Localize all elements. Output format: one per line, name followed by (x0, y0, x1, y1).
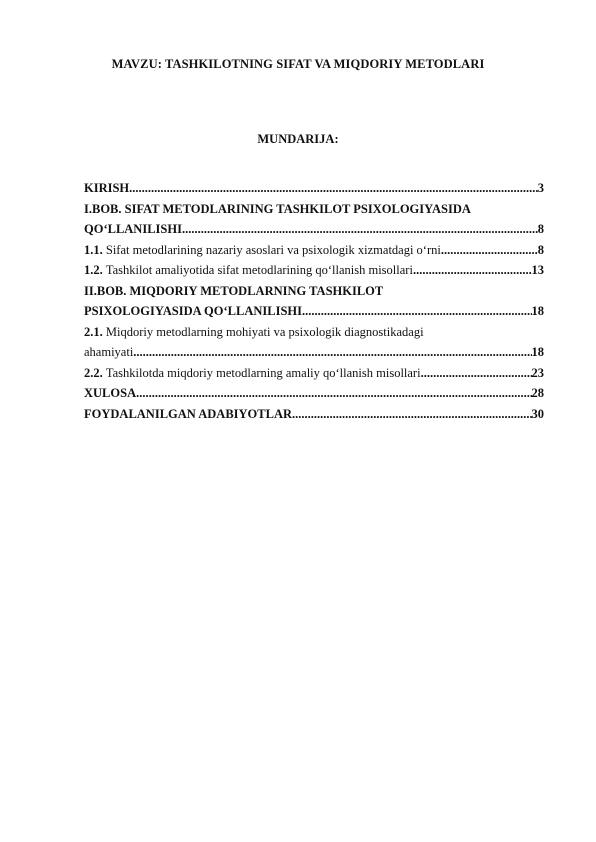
dot-leader (129, 178, 538, 199)
toc-section-number: 1.1. (84, 242, 103, 257)
toc-entry-section-1-2 (84, 260, 544, 281)
toc-line (84, 260, 544, 281)
toc-entry-text: PSIXOLOGIYASIDA QO‘LLANILISHI (84, 304, 303, 318)
toc-line (84, 342, 544, 363)
toc-entry-text: Miqdoriy metodlarning mohiyati va psixologik diagnostikadagi (105, 324, 424, 339)
toc-page-number: 18 (531, 345, 544, 359)
dot-leader (441, 240, 538, 261)
document-title: MAVZU: TASHKILOTNING SIFAT VA MIQDORIY METODLARI (111, 57, 485, 71)
toc-entry-text: Tashkilot amaliyotida sifat metodlarining qo‘llanish misollari (105, 263, 413, 277)
toc-line (84, 240, 544, 261)
toc-entry-text: I.BOB. SIFAT METODLARINING TASHKILOT PSIXOLOGIYASIDA (84, 201, 471, 216)
dot-leader (133, 342, 531, 363)
toc-page-number: 3 (537, 181, 544, 195)
dot-leader (182, 219, 538, 240)
toc-page-number: 8 (537, 242, 544, 257)
toc-entry-text: II.BOB. MIQDORIY METODLARNING TASHKILOT (84, 283, 384, 298)
toc-entry-references (84, 404, 544, 425)
toc-line (84, 178, 544, 199)
toc-page-number: 13 (531, 263, 544, 277)
dot-leader (302, 301, 531, 322)
toc-line (84, 383, 544, 404)
toc-page-number: 23 (531, 365, 544, 380)
toc-section-number: 2.2. (84, 365, 103, 380)
dot-leader (136, 383, 531, 404)
toc-line (84, 219, 544, 240)
toc-entry-chapter-1 (84, 199, 544, 240)
toc-entry-conclusion (84, 383, 544, 404)
toc-page-number: 28 (531, 386, 544, 400)
toc-entry-text: Sifat metodlarining nazariy asoslari va psixologik xizmatdagi o‘rni (105, 242, 441, 257)
toc-line (84, 322, 544, 343)
toc-entry-chapter-2 (84, 281, 544, 322)
toc-entry-text: FOYDALANILGAN ADABIYOTLAR (84, 406, 293, 421)
toc-entry-introduction (84, 178, 544, 199)
toc-line (84, 199, 544, 220)
dot-leader (292, 404, 531, 425)
toc-section-number: 2.1. (84, 324, 103, 339)
toc-line (84, 301, 544, 322)
toc-line (84, 404, 544, 425)
toc-entry-section-2-2 (84, 363, 544, 384)
contents-heading: MUNDARIJA: (257, 132, 339, 146)
toc-line (84, 363, 544, 384)
toc-page-number: 8 (537, 222, 544, 236)
toc-entry-text: Tashkilotda miqdoriy metodlarning amaliy qo‘llanish misollari (105, 365, 421, 380)
table-of-contents (84, 178, 544, 424)
toc-page-number: 30 (531, 406, 544, 421)
toc-entry-text: XULOSA (84, 386, 137, 400)
toc-section-number: 1.2. (84, 263, 103, 277)
dot-leader (421, 363, 532, 384)
toc-entry-section-1-1 (84, 240, 544, 261)
dot-leader (413, 260, 532, 281)
toc-line (84, 281, 544, 302)
toc-entry-section-2-1 (84, 322, 544, 363)
toc-entry-text: QO‘LLANILISHI (84, 222, 182, 236)
toc-entry-text: KIRISH (84, 181, 130, 195)
toc-page-number: 18 (531, 304, 544, 318)
toc-entry-text: ahamiyati (84, 345, 134, 359)
